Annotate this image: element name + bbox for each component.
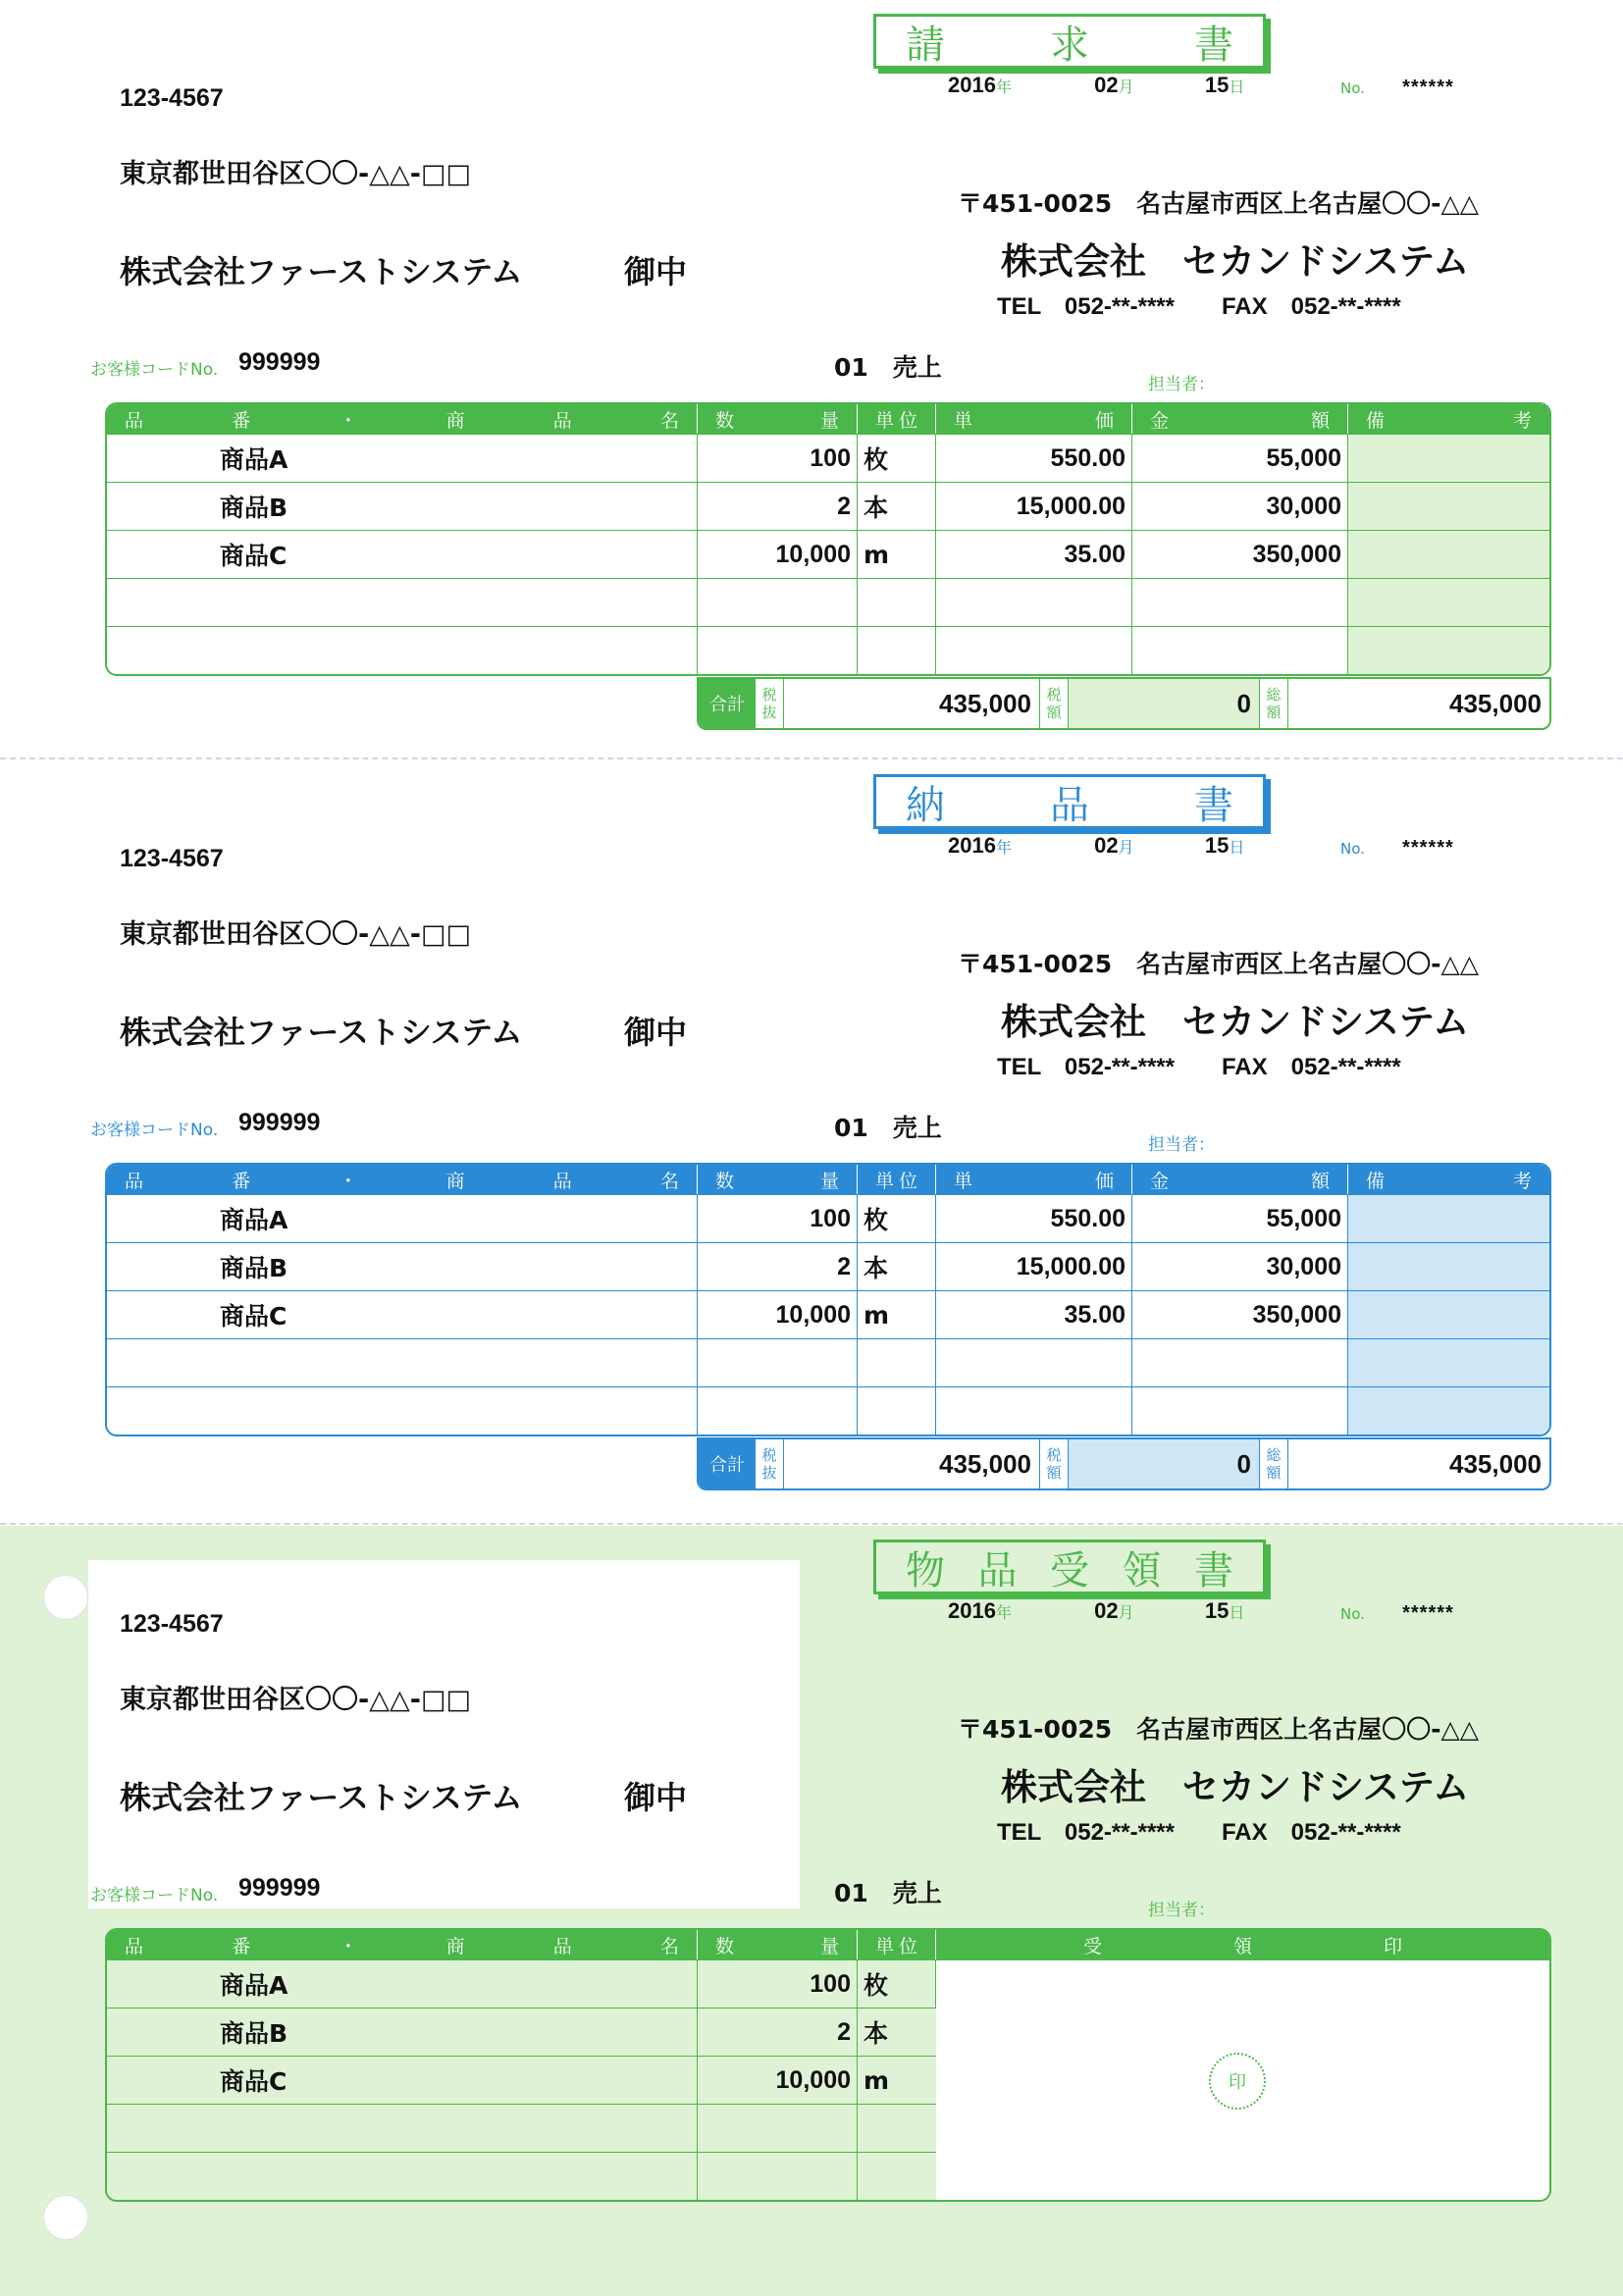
empty-cell (107, 626, 698, 674)
title-char: 書 (1194, 1547, 1233, 1593)
empty-cell (107, 1338, 698, 1386)
item-price: 15,000.00 (936, 482, 1132, 530)
recipient-company: 株式会社ファーストシステム (120, 1779, 523, 1816)
header-amount: 金 額 (1132, 404, 1348, 434)
header-receipt-seal: 受 領 印 (1083, 1935, 1402, 1957)
header-unit: 単 位 (858, 1165, 936, 1194)
item-name: 商品B (107, 2008, 698, 2056)
line-items-table (105, 1928, 1551, 2202)
item-name: 商品C (107, 2056, 698, 2104)
header-remarks: 備 考 (1366, 1170, 1532, 1192)
empty-cell (698, 578, 858, 626)
item-amount: 55,000 (1132, 1194, 1348, 1242)
customer-code: 999999 (238, 1874, 321, 1902)
empty-cell (1132, 578, 1348, 626)
honorific: 御中 (624, 253, 688, 290)
title-char: 求 (1050, 22, 1089, 68)
item-qty: 2 (698, 482, 858, 530)
title-char: 請 (906, 22, 945, 68)
table-row (107, 482, 1549, 530)
customer-code-label: お客様コードNo. (90, 1121, 219, 1140)
table-row (107, 1290, 1549, 1338)
header-price: 単 価 (936, 1165, 1132, 1194)
document-title (873, 14, 1266, 69)
table-row (107, 1386, 1549, 1435)
item-unit: 本 (858, 1242, 936, 1290)
item-unit: 枚 (858, 1194, 936, 1242)
title-char: 書 (1194, 22, 1233, 68)
title-char: 領 (1122, 1547, 1162, 1593)
empty-cell (107, 2104, 698, 2152)
item-amount: 55,000 (1132, 434, 1348, 482)
totals-label: 合計 (699, 679, 756, 728)
recipient-zip: 123-4567 (120, 845, 224, 872)
item-remarks (1348, 578, 1549, 626)
item-remarks (1348, 434, 1549, 482)
pretax-amount: 435,000 (784, 1439, 1040, 1488)
perforation-line (0, 757, 1623, 759)
item-remarks (1348, 1386, 1549, 1435)
item-qty: 10,000 (698, 1290, 858, 1338)
perforation-line (0, 1523, 1623, 1525)
header-qty: 数 量 (698, 1165, 858, 1194)
item-name: 商品A (107, 434, 698, 482)
person-in-charge-label: 担当者： (1148, 375, 1215, 394)
tax-amount: 0 (1069, 679, 1260, 728)
gross-label: 総 額 (1260, 679, 1288, 728)
sender-address: 〒451-0025 名古屋市西区上名古屋〇〇-△△ (958, 1715, 1479, 1744)
empty-cell (107, 1386, 698, 1435)
item-qty: 10,000 (698, 530, 858, 578)
title-char: 書 (1194, 782, 1233, 828)
empty-cell (858, 1386, 936, 1435)
gross-amount: 435,000 (1449, 1448, 1542, 1479)
empty-cell (1132, 1386, 1348, 1435)
table-row (107, 626, 1549, 674)
empty-cell (858, 626, 936, 674)
title-char: 物 (906, 1547, 945, 1593)
recipient-zip: 123-4567 (120, 1610, 224, 1638)
customer-code: 999999 (238, 1109, 321, 1136)
item-qty: 100 (698, 434, 858, 482)
sender-address: 〒451-0025 名古屋市西区上名古屋〇〇-△△ (958, 950, 1479, 978)
title-char: 納 (906, 782, 945, 828)
item-price: 550.00 (936, 434, 1132, 482)
item-amount: 30,000 (1132, 482, 1348, 530)
empty-cell (698, 1338, 858, 1386)
totals-label: 合計 (699, 1439, 756, 1488)
customer-code-label: お客様コードNo. (90, 360, 219, 380)
empty-cell (698, 2152, 858, 2200)
recipient-company: 株式会社ファーストシステム (120, 1014, 523, 1051)
gross-amount: 435,000 (1449, 688, 1542, 718)
title-char: 品 (977, 1547, 1018, 1593)
pretax-amount: 435,000 (784, 679, 1040, 728)
empty-cell (1132, 626, 1348, 674)
tax-label: 税 額 (1040, 1439, 1069, 1488)
empty-cell (858, 578, 936, 626)
item-amount: 350,000 (1132, 1290, 1348, 1338)
sender-company: 株式会社 セカンドシステム (1001, 240, 1470, 283)
person-in-charge-label: 担当者： (1148, 1901, 1215, 1920)
header-item: 品 番 ・ 商 品 名 (107, 1930, 698, 1959)
person-in-charge-label: 担当者： (1148, 1135, 1215, 1155)
table-row (107, 1959, 1549, 2008)
customer-code: 999999 (238, 348, 321, 376)
empty-cell (858, 2104, 936, 2152)
item-unit: 本 (858, 2008, 936, 2056)
issue-date: 2016年 02月 15日 (948, 833, 1245, 858)
empty-cell (107, 578, 698, 626)
empty-cell (936, 626, 1132, 674)
empty-cell (698, 626, 858, 674)
header-item: 品 番 ・ 商 品 名 (107, 1165, 698, 1194)
line-items-table (105, 1163, 1551, 1436)
gross-label: 総 額 (1260, 1439, 1288, 1488)
item-remarks (1348, 1194, 1549, 1242)
item-name: 商品A (107, 1194, 698, 1242)
item-qty: 2 (698, 1242, 858, 1290)
item-qty: 100 (698, 1959, 858, 2008)
transaction-type: 01 売上 (834, 1114, 942, 1142)
item-unit: 枚 (858, 1959, 936, 2008)
item-name: 商品B (107, 482, 698, 530)
item-qty: 10,000 (698, 2056, 858, 2104)
item-remarks (1348, 1290, 1549, 1338)
table-row (107, 1338, 1549, 1386)
table-row (107, 1194, 1549, 1242)
header-price: 単 価 (936, 404, 1132, 434)
empty-cell (698, 2104, 858, 2152)
tax-label: 税 額 (1040, 679, 1069, 728)
header-item: 品 番 ・ 商 品 名 (107, 404, 698, 434)
sender-tel-fax: TEL 052-**-**** FAX 052-**-**** (997, 1054, 1401, 1080)
item-remarks (1348, 530, 1549, 578)
empty-cell (936, 1386, 1132, 1435)
header-unit: 単 位 (858, 1930, 936, 1959)
item-unit: m (858, 2056, 936, 2104)
document-title (873, 1539, 1266, 1594)
tax-amount: 0 (1069, 1439, 1260, 1488)
recipient-address: 東京都世田谷区〇〇-△△-□□ (120, 919, 471, 950)
title-char: 品 (1050, 782, 1089, 828)
header-remarks: 備 考 (1366, 409, 1532, 432)
pretax-label: 税 抜 (756, 679, 784, 728)
item-name: 商品C (107, 1290, 698, 1338)
header-unit: 単 位 (858, 404, 936, 434)
item-price: 550.00 (936, 1194, 1132, 1242)
item-price: 35.00 (936, 1290, 1132, 1338)
item-remarks (1348, 1338, 1549, 1386)
punch-hole (43, 1575, 88, 1620)
issue-date: 2016年 02月 15日 (948, 73, 1245, 97)
item-name: 商品C (107, 530, 698, 578)
honorific: 御中 (624, 1779, 688, 1816)
empty-cell (858, 2152, 936, 2200)
item-remarks (1348, 482, 1549, 530)
issue-date: 2016年 02月 15日 (948, 1598, 1245, 1623)
table-row (107, 1242, 1549, 1290)
title-char: 受 (1050, 1547, 1089, 1593)
line-items-table (105, 402, 1551, 676)
item-remarks (1348, 1242, 1549, 1290)
item-unit: m (858, 530, 936, 578)
header-amount: 金 額 (1132, 1165, 1348, 1194)
customer-code-label: お客様コードNo. (90, 1886, 219, 1905)
item-unit: 枚 (858, 434, 936, 482)
empty-cell (1132, 1338, 1348, 1386)
table-row (107, 578, 1549, 626)
empty-cell (936, 1338, 1132, 1386)
header-qty: 数 量 (698, 404, 858, 434)
empty-cell (698, 1386, 858, 1435)
document-number: No. ****** (1340, 837, 1454, 859)
item-unit: 本 (858, 482, 936, 530)
totals-bar (697, 1437, 1551, 1490)
document-title (873, 774, 1266, 829)
item-qty: 100 (698, 1194, 858, 1242)
recipient-address: 東京都世田谷区〇〇-△△-□□ (120, 159, 471, 189)
empty-cell (936, 578, 1132, 626)
item-name: 商品A (107, 1959, 698, 2008)
item-amount: 30,000 (1132, 1242, 1348, 1290)
header-qty: 数 量 (698, 1930, 858, 1959)
pretax-label: 税 抜 (756, 1439, 784, 1488)
item-price: 15,000.00 (936, 1242, 1132, 1290)
recipient-zip: 123-4567 (120, 84, 224, 112)
empty-cell (858, 1338, 936, 1386)
document-number: No. ****** (1340, 77, 1454, 98)
item-unit: m (858, 1290, 936, 1338)
item-price: 35.00 (936, 530, 1132, 578)
item-remarks (1348, 626, 1549, 674)
totals-bar (697, 677, 1551, 730)
table-row (107, 434, 1549, 482)
sender-company: 株式会社 セカンドシステム (1001, 1001, 1470, 1043)
transaction-type: 01 売上 (834, 353, 942, 382)
document-number: No. ****** (1340, 1602, 1454, 1624)
sender-address: 〒451-0025 名古屋市西区上名古屋〇〇-△△ (958, 189, 1479, 218)
sender-company: 株式会社 セカンドシステム (1001, 1766, 1470, 1808)
table-row (107, 530, 1549, 578)
transaction-type: 01 売上 (834, 1879, 942, 1907)
item-amount: 350,000 (1132, 530, 1348, 578)
recipient-address: 東京都世田谷区〇〇-△△-□□ (120, 1685, 471, 1715)
sender-tel-fax: TEL 052-**-**** FAX 052-**-**** (997, 293, 1401, 320)
honorific: 御中 (624, 1014, 688, 1051)
sender-tel-fax: TEL 052-**-**** FAX 052-**-**** (997, 1819, 1401, 1846)
recipient-company: 株式会社ファーストシステム (120, 253, 523, 290)
item-name: 商品B (107, 1242, 698, 1290)
item-qty: 2 (698, 2008, 858, 2056)
seal-stamp: 印 (1209, 2053, 1266, 2110)
punch-hole (43, 2195, 88, 2240)
empty-cell (107, 2152, 698, 2200)
